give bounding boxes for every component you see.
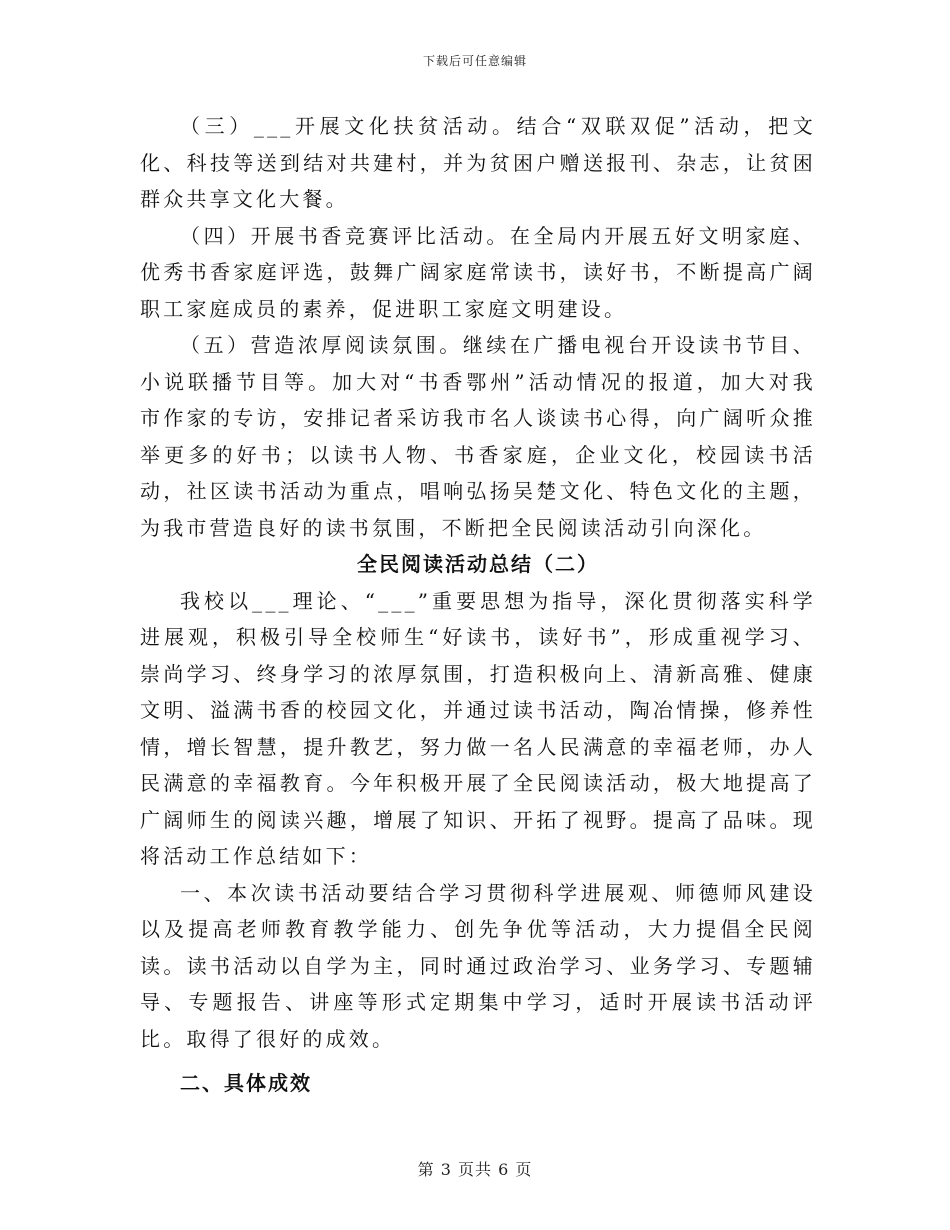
page-header: 下载后可任意编辑 (422, 54, 527, 68)
paragraph-intro: 我校以___理论、“___”重要思想为指导，深化贯彻落实科学进展观，积极引导全校师生“好读书，读好书”，形成重视学习、崇尚学习、终身学习的浓厚氛围，打造积极向上、清新高雅、健康文明、溢满书香的校园文化，并通过读书活动，陶冶情操，修养性情，增长智慧，提升教艺，努力做一名人民满意的幸福老师，办人民满意的幸福教育。今年积极开展了全民阅读活动，极大地提高了广阔师生的阅读兴趣，增展了知识、开拓了视野。提高了品味。现将活动工作总结如下： (140, 588, 816, 868)
paragraph-section-3: （三）___开展文化扶贫活动。结合“双联双促”活动，把文化、科技等送到结对共建村，并为贫困户赠送报刊、杂志，让贫困群众共享文化大餐。 (140, 114, 816, 211)
paragraph-section-4: （四）开展书香竞赛评比活动。在全局内开展五好文明家庭、优秀书香家庭评选，鼓舞广阔家庭常读书，读好书，不断提高广阔职工家庭成员的素养，促进职工家庭文明建设。 (140, 223, 816, 321)
subheading-specific-results: 二、具体成效 (180, 1071, 312, 1095)
paragraph-section-5: （五）营造浓厚阅读氛围。继续在广播电视台开设读书节目、小说联播节目等。加大对“书香鄂州”活动情况的报道，加大对我市作家的专访，安排记者采访我市名人谈读书心得，向广阔听众推举更多的好书；以读书人物、书香家庭，企业文化，校园读书活动，社区读书活动为重点，唱响弘扬吴楚文化、特色文化的主题，为我市营造良好的读书氛围，不断把全民阅读活动引向深化。 (140, 333, 816, 540)
paragraph-point-1: 一、本次读书活动要结合学习贯彻科学进展观、师德师风建设以及提高老师教育教学能力、创先争优等活动，大力提倡全民阅读。读书活动以自学为主，同时通过政治学习、业务学习、专题辅导、专题报告、讲座等形式定期集中学习，适时开展读书活动评比。取得了很好的成效。 (140, 880, 816, 1051)
page-footer: 第 3 页共 6 页 (417, 1160, 533, 1179)
section-title: 全民阅读活动总结（二） (357, 552, 599, 576)
document-body (140, 108, 816, 1102)
